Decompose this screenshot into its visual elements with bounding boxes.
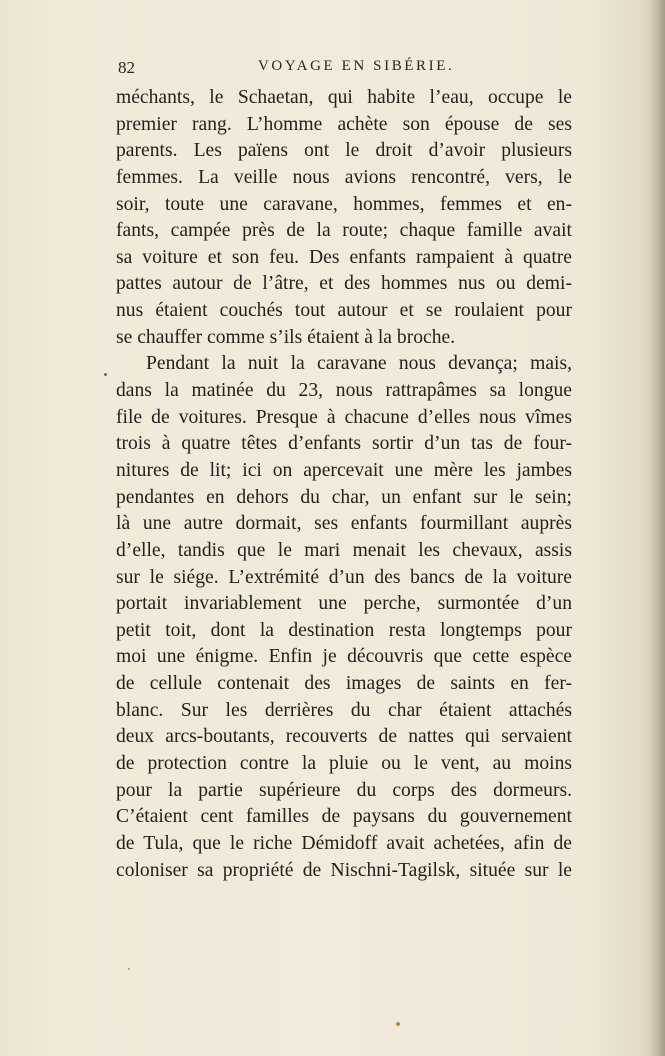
body-text: [116, 85, 572, 884]
text-line: de protection contre la pluie ou le vent, au moins: [116, 753, 572, 775]
text-line: C’étaient cent familles de paysans du gouvernement: [116, 806, 572, 828]
text-line: trois à quatre têtes d’enfants sortir d’un tas de four-: [116, 433, 572, 455]
page-number: 82: [118, 58, 135, 77]
foxing-spot: [396, 1022, 400, 1026]
running-head: [118, 58, 570, 80]
text-line: pattes autour de l’âtre, et des hommes nus ou demi-: [116, 273, 572, 295]
text-line: soir, toute une caravane, hommes, femmes et en-: [116, 193, 572, 215]
text-line: de Tula, que le riche Démidoff avait achetées, afin de: [116, 832, 572, 854]
text-line: fants, campée près de la route; chaque famille avait: [116, 220, 572, 242]
text-line: portait invariablement une perche, surmontée d’un: [116, 593, 572, 615]
text-line: d’elle, tandis que le mari menait les chevaux, assis: [116, 539, 572, 561]
text-line: moi une énigme. Enfin je découvris que cette espèce: [116, 646, 572, 668]
text-line: petit toit, dont la destination resta longtemps pour: [116, 619, 572, 641]
text-line: Pendant la nuit la caravane nous devança; mais,: [146, 353, 572, 375]
text-line: file de voitures. Presque à chacune d’elles nous vîmes: [116, 406, 572, 428]
text-line: se chauffer comme s’ils étaient à la broche.: [116, 326, 456, 348]
text-line: méchants, le Schaetan, qui habite l’eau, occupe le: [116, 87, 572, 108]
text-line: femmes. La veille nous avions rencontré, vers, le: [116, 166, 572, 188]
text-line: de cellule contenait des images de saints en fer-: [116, 673, 572, 695]
foxing-spot: [128, 968, 130, 970]
text-line: nitures de lit; ici on apercevait une mère les jambes: [116, 459, 572, 481]
text-line: parents. Les païens ont le droit d’avoir plusieurs: [116, 140, 572, 162]
text-line: blanc. Sur les derrières du char étaient attachés: [116, 699, 572, 721]
running-title: VOYAGE EN SIBÉRIE.: [258, 58, 455, 74]
text-line: premier rang. L’homme achète son épouse de ses: [116, 113, 572, 135]
text-line: sur le siége. L’extrémité d’un des bancs de la voiture: [116, 566, 572, 588]
text-line: sa voiture et son feu. Des enfants rampaient à quatre: [116, 246, 572, 268]
text-line: nus étaient couchés tout autour et se roulaient pour: [116, 300, 572, 322]
text-line: deux arcs-boutants, recouverts de nattes qui servaient: [116, 726, 572, 748]
text-line: dans la matinée du 23, nous rattrapâmes sa longue: [116, 380, 572, 402]
page-edge-shadow: [647, 0, 665, 1056]
text-line: pendantes en dehors du char, un enfant sur le sein;: [116, 486, 572, 508]
text-line: pour la partie supérieure du corps des dormeurs.: [116, 779, 572, 801]
foxing-spot: [104, 373, 107, 376]
text-line: coloniser sa propriété de Nischni-Tagilsk, située sur le: [116, 859, 572, 881]
text-line: là une autre dormait, ses enfants fourmillant auprès: [116, 513, 572, 535]
